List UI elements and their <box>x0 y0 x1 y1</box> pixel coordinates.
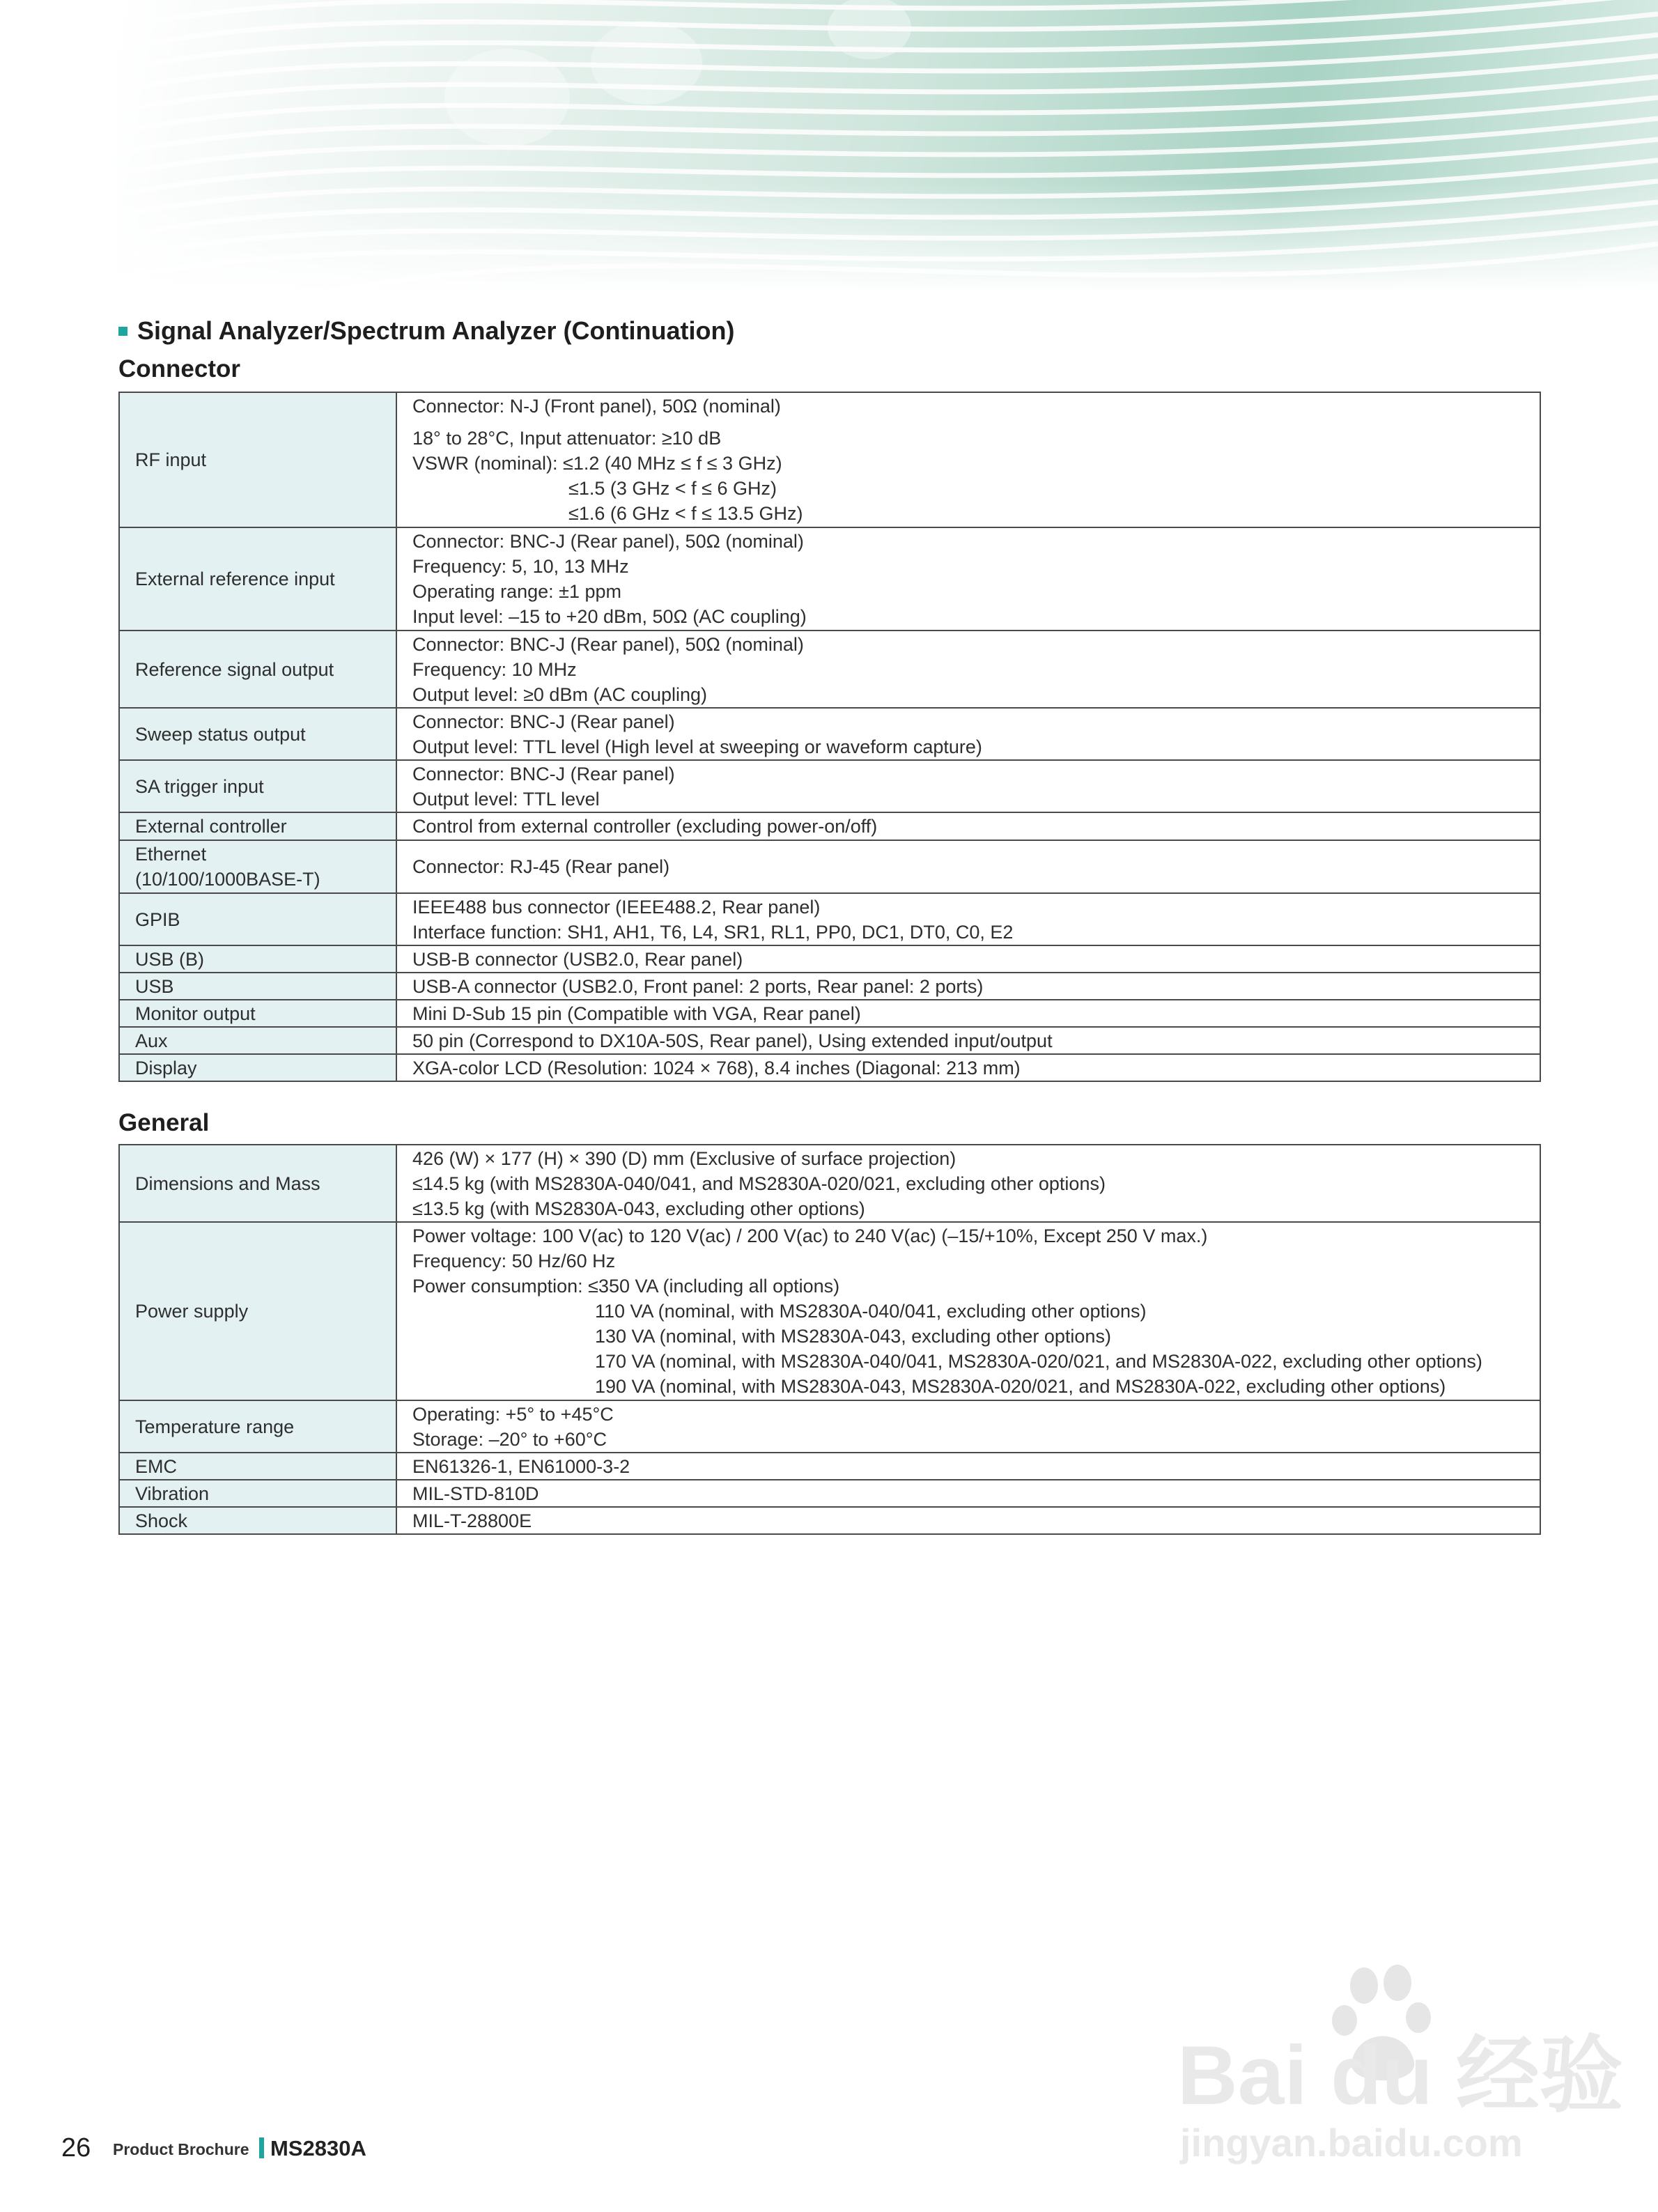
row-value: Connector: BNC-J (Rear panel) Output level: TTL level (High level at sweeping or waveform capture) <box>396 708 1540 760</box>
table-row <box>119 1480 1540 1507</box>
row-value: Operating: +5° to +45°C Storage: –20° to +60°C <box>396 1400 1540 1453</box>
row-label: EMC <box>119 1453 396 1480</box>
table-row <box>119 1507 1540 1534</box>
row-value: MIL-STD-810D <box>396 1480 1540 1507</box>
footer-brochure-label: Product Brochure <box>113 2140 249 2158</box>
table-row <box>119 760 1540 812</box>
row-label: Dimensions and Mass <box>119 1145 396 1222</box>
connector-spec-table <box>118 392 1541 1082</box>
table-row <box>119 840 1540 893</box>
row-value: IEEE488 bus connector (IEEE488.2, Rear panel) Interface function: SH1, AH1, T6, L4, SR1, RL1, PP0, DC1, DT0, C0, E2 <box>396 893 1540 945</box>
row-label: Display <box>119 1054 396 1081</box>
table-row <box>119 527 1540 631</box>
table-row <box>119 1400 1540 1453</box>
table-row <box>119 973 1540 1000</box>
row-value: EN61326-1, EN61000-3-2 <box>396 1453 1540 1480</box>
row-label: Vibration <box>119 1480 396 1507</box>
table-row <box>119 392 1540 527</box>
row-label: External reference input <box>119 527 396 631</box>
watermark-url: jingyan.baidu.com <box>1180 2121 1523 2165</box>
row-value: Control from external controller (excluding power-on/off) <box>396 812 1540 840</box>
row-label: GPIB <box>119 893 396 945</box>
connector-heading: Connector <box>118 355 240 382</box>
row-value: Connector: BNC-J (Rear panel), 50Ω (nominal) Frequency: 10 MHz Output level: ≥0 dBm (AC coupling) <box>396 631 1540 708</box>
row-label: Monitor output <box>119 1000 396 1027</box>
row-value: MIL-T-28800E <box>396 1507 1540 1534</box>
row-label: External controller <box>119 812 396 840</box>
section-title: Signal Analyzer/Spectrum Analyzer (Continuation) <box>118 316 734 346</box>
table-row <box>119 1054 1540 1081</box>
baidu-jingyan-watermark <box>1177 1958 1624 2167</box>
table-row <box>119 1453 1540 1480</box>
table-row <box>119 1000 1540 1027</box>
row-value: Connector: BNC-J (Rear panel), 50Ω (nominal) Frequency: 5, 10, 13 MHz Operating range: ±1 ppm Input level: –15 to +20 dBm, 50Ω (AC coupling) <box>396 527 1540 631</box>
row-label: Reference signal output <box>119 631 396 708</box>
page-number: 26 <box>61 2133 91 2163</box>
table-row <box>119 945 1540 973</box>
table-row <box>119 631 1540 708</box>
row-value: Connector: BNC-J (Rear panel) Output level: TTL level <box>396 760 1540 812</box>
row-label: Aux <box>119 1027 396 1054</box>
row-value: Power voltage: 100 V(ac) to 120 V(ac) / 200 V(ac) to 240 V(ac) (–15/+10%, Except 250 V max.) Frequency: 50 Hz/60 Hz Power consumption: ≤350 VA (including all options) 110 VA (nominal, with MS2830A-040/041, excluding other options) 130 VA (nominal, with MS2830A-043, excluding other options) 170 VA (nominal, with MS2830A-040/041, MS2830A-020/021, and MS2830A-022, excluding other options) 190 VA (nominal, with MS2830A-043, MS2830A-020/021, and MS2830A-022, excluding other options) <box>396 1222 1540 1400</box>
row-label: Ethernet (10/100/1000BASE-T) <box>119 840 396 893</box>
row-label: Temperature range <box>119 1400 396 1453</box>
row-value: USB-B connector (USB2.0, Rear panel) <box>396 945 1540 973</box>
row-value: USB-A connector (USB2.0, Front panel: 2 ports, Rear panel: 2 ports) <box>396 973 1540 1000</box>
table-row <box>119 708 1540 760</box>
header-banner <box>117 0 1658 293</box>
row-label: SA trigger input <box>119 760 396 812</box>
table-row <box>119 1145 1540 1222</box>
row-value: 50 pin (Correspond to DX10A-50S, Rear panel), Using extended input/output <box>396 1027 1540 1054</box>
row-value: Mini D-Sub 15 pin (Compatible with VGA, Rear panel) <box>396 1000 1540 1027</box>
row-label: Shock <box>119 1507 396 1534</box>
table-row <box>119 1222 1540 1400</box>
row-label: Sweep status output <box>119 708 396 760</box>
row-value: Connector: RJ-45 (Rear panel) <box>396 840 1540 893</box>
row-label: RF input <box>119 392 396 527</box>
row-label: Power supply <box>119 1222 396 1400</box>
table-row <box>119 812 1540 840</box>
row-label: USB <box>119 973 396 1000</box>
row-label: USB (B) <box>119 945 396 973</box>
table-row <box>119 1027 1540 1054</box>
row-value: Connector: N-J (Front panel), 50Ω (nominal) 18° to 28°C, Input attenuator: ≥10 dB VSWR (nominal): ≤1.2 (40 MHz ≤ f ≤ 3 GHz) ≤1.5 (3 GHz < f ≤ 6 GHz) ≤1.6 (6 GHz < f ≤ 13.5 GHz) <box>396 392 1540 527</box>
table-row <box>119 893 1540 945</box>
general-spec-table <box>118 1144 1541 1535</box>
watermark-logo-text: Bai du 经验 <box>1177 2029 1624 2122</box>
square-bullet-icon <box>118 327 127 336</box>
footer-model-name: MS2830A <box>270 2136 366 2160</box>
general-heading: General <box>118 1109 210 1136</box>
footer-divider-bar <box>259 2137 264 2158</box>
row-value: 426 (W) × 177 (H) × 390 (D) mm (Exclusive of surface projection) ≤14.5 kg (with MS2830A-040/041, and MS2830A-020/021, excluding other options) ≤13.5 kg (with MS2830A-043, excluding other options) <box>396 1145 1540 1222</box>
row-value: XGA-color LCD (Resolution: 1024 × 768), 8.4 inches (Diagonal: 213 mm) <box>396 1054 1540 1081</box>
